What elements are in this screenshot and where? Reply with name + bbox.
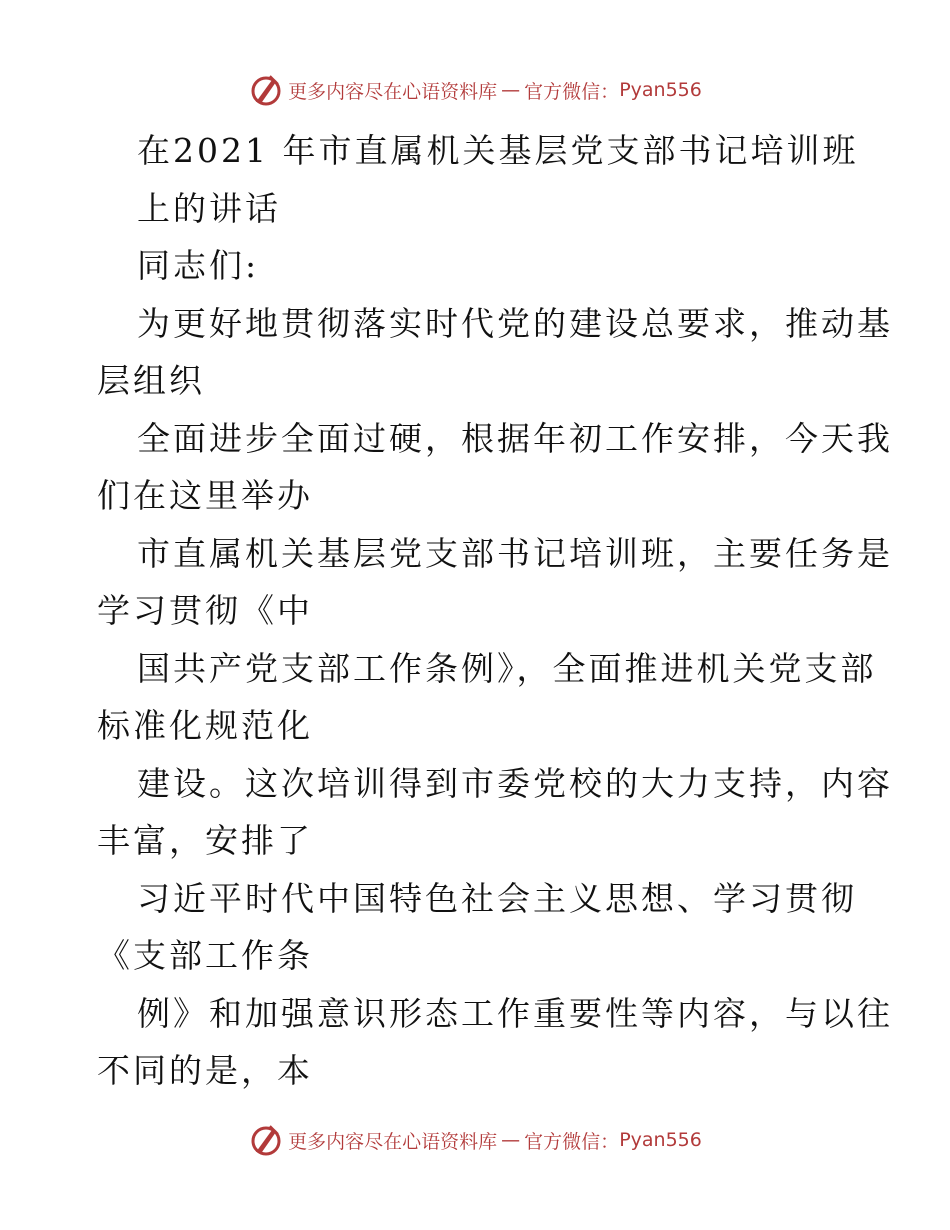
text-line: 同志们: xyxy=(137,246,260,285)
text-line: 标准化规范化 xyxy=(97,706,313,745)
banner-separator: — xyxy=(501,1129,521,1151)
banner-wechat-id: Pyan556 xyxy=(619,1129,702,1151)
quill-pen-logo-icon xyxy=(248,72,284,108)
text-line: 建设。这次培训得到市委党校的大力支持，内容 xyxy=(137,763,893,803)
banner-brand: 更多内容尽在心语资料库 xyxy=(288,80,498,103)
banner-wechat-id: Pyan556 xyxy=(619,79,702,101)
header-banner xyxy=(0,70,950,110)
footer-banner xyxy=(0,1120,950,1160)
text-line: 们在这里举办 xyxy=(97,476,313,515)
text-line: 为更好地贯彻落实时代党的建设总要求，推动基 xyxy=(137,303,893,343)
text-line: 丰富，安排了 xyxy=(97,821,313,860)
text-line: 学习贯彻《中 xyxy=(97,591,313,630)
document-body xyxy=(97,122,893,1100)
text-line: 市直属机关基层党支部书记培训班，主要任务是 xyxy=(137,533,893,573)
text-line: 《支部工作条 xyxy=(97,936,313,975)
banner-wechat-label: 官方微信： xyxy=(524,80,620,103)
text-line: 国共产党支部工作条例》，全面推进机关党支部 xyxy=(137,648,877,688)
text-line: 不同的是，本 xyxy=(97,1051,313,1090)
banner-separator: — xyxy=(501,79,521,101)
quill-pen-logo-icon xyxy=(248,1122,284,1158)
text-line: 上的讲话 xyxy=(137,188,281,228)
banner-brand: 更多内容尽在心语资料库 xyxy=(288,1130,498,1153)
banner-wechat-label: 官方微信： xyxy=(524,1130,620,1153)
text-line: 层组织 xyxy=(97,361,205,400)
text-line: 全面进步全面过硬，根据年初工作安排，今天我 xyxy=(137,418,893,458)
text-line: 在2021 年市直属机关基层党支部书记培训班 xyxy=(137,131,859,170)
text-line: 例》和加强意识形态工作重要性等内容，与以往 xyxy=(137,993,893,1033)
text-line: 习近平时代中国特色社会主义思想、学习贯彻 xyxy=(137,878,857,918)
